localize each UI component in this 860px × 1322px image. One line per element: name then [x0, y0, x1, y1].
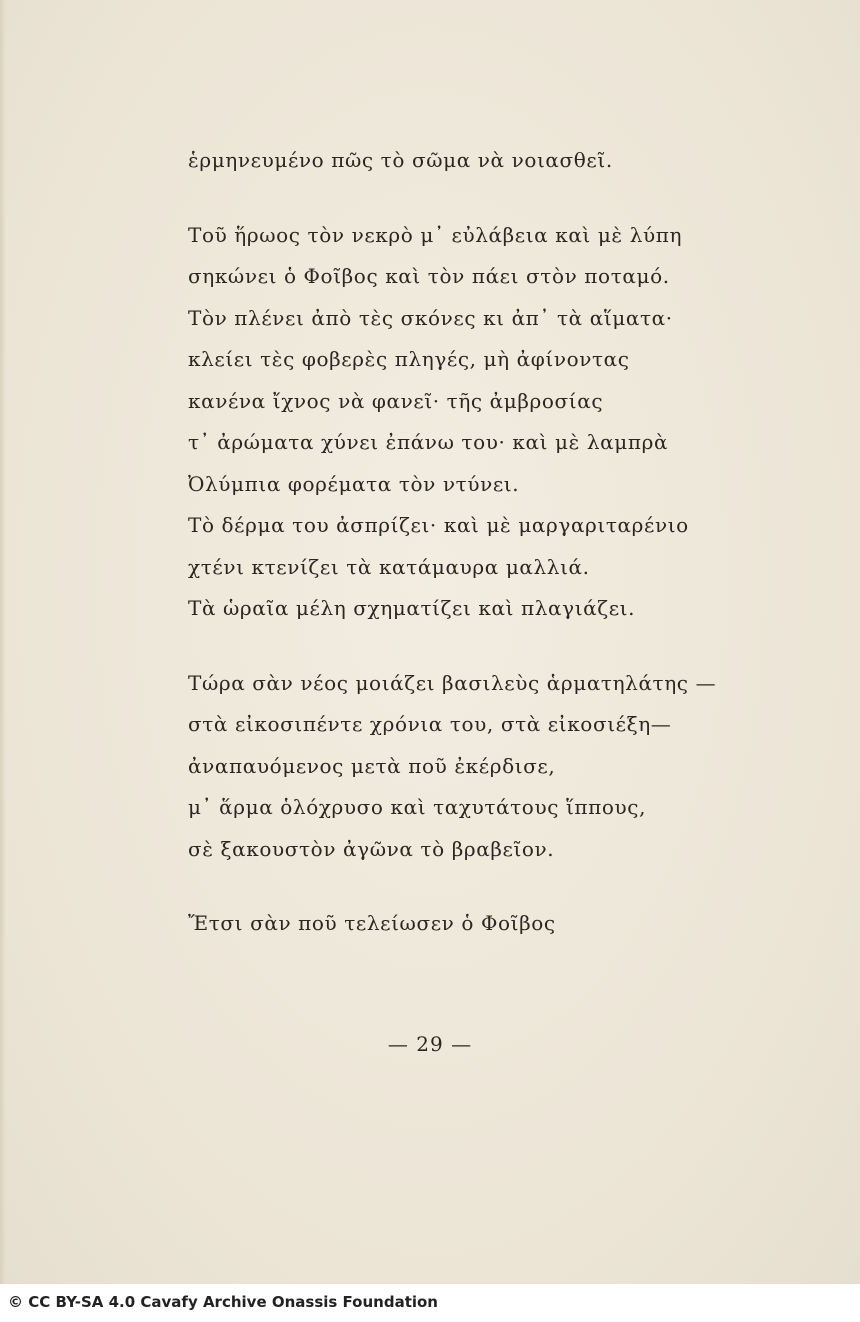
poem-line: στὰ εἰκοσιπέντε χρόνια του, στὰ εἰκοσιέξη— [188, 712, 672, 736]
poem-line: μ᾿ ἅρμα ὁλόχρυσο καὶ ταχυτάτους ἵππους, [188, 795, 647, 819]
poem-text [188, 140, 748, 945]
poem-line: χτένι κτενίζει τὰ κατάμαυρα μαλλιά. [188, 554, 590, 579]
stanza [188, 140, 748, 182]
poem-line: Τοῦ ἥρωος τὸν νεκρὸ μ᾿ εὐλάβεια καὶ μὲ λύπη [188, 222, 683, 247]
stanza-gap [188, 630, 748, 663]
poem-line: Ὀλύμπια φορέματα τὸν ντύνει. [188, 471, 520, 496]
stanza [188, 903, 748, 945]
page-number: — 29 — [387, 1032, 473, 1056]
credit-bar [0, 1284, 860, 1322]
poem-line: σηκώνει ὁ Φοῖβος καὶ τὸν πάει στὸν ποταμό. [188, 264, 670, 288]
poem-line: Τὸν πλένει ἀπὸ τὲς σκόνες κι ἀπ᾿ τὰ αἵματα· [188, 305, 673, 330]
poem-line: ἑρμηνευμένο πῶς τὸ σῶμα νὰ νοιασθεῖ. [188, 148, 613, 172]
stanza [188, 663, 748, 871]
stanza-gap [188, 182, 748, 215]
poem-line: Τὰ ὡραῖα μέλη σχηματίζει καὶ πλαγιάζει. [188, 596, 636, 620]
poem-line: κλείει τὲς φοβερὲς πληγές, μὴ ἀφίνοντας [188, 347, 630, 371]
poem-line: ἀναπαυόμενος μετὰ ποῦ ἐκέρδισε, [188, 753, 556, 778]
stanza [188, 215, 748, 630]
poem-line: κανένα ἴχνος νὰ φανεῖ· τῆς ἀμβροσίας [188, 388, 604, 413]
poem-line: τ᾿ ἀρώματα χύνει ἐπάνω του· καὶ μὲ λαμπρὰ [188, 430, 669, 454]
poem-line: Ἔτσι σὰν ποῦ τελείωσεν ὁ Φοῖβος [188, 911, 556, 935]
license-credit: © CC BY-SA 4.0 Cavafy Archive Onassis Foundation [8, 1293, 438, 1311]
poem-line: Τὸ δέρμα του ἀσπρίζει· καὶ μὲ μαργαριταρένιο [188, 513, 689, 537]
stanza-gap [188, 870, 748, 903]
poem-line: σὲ ξακουστὸν ἀγῶνα τὸ βραβεῖον. [188, 836, 555, 861]
poem-line: Τώρα σὰν νέος μοιάζει βασιλεὺς ἁρματηλάτης — [188, 670, 717, 695]
